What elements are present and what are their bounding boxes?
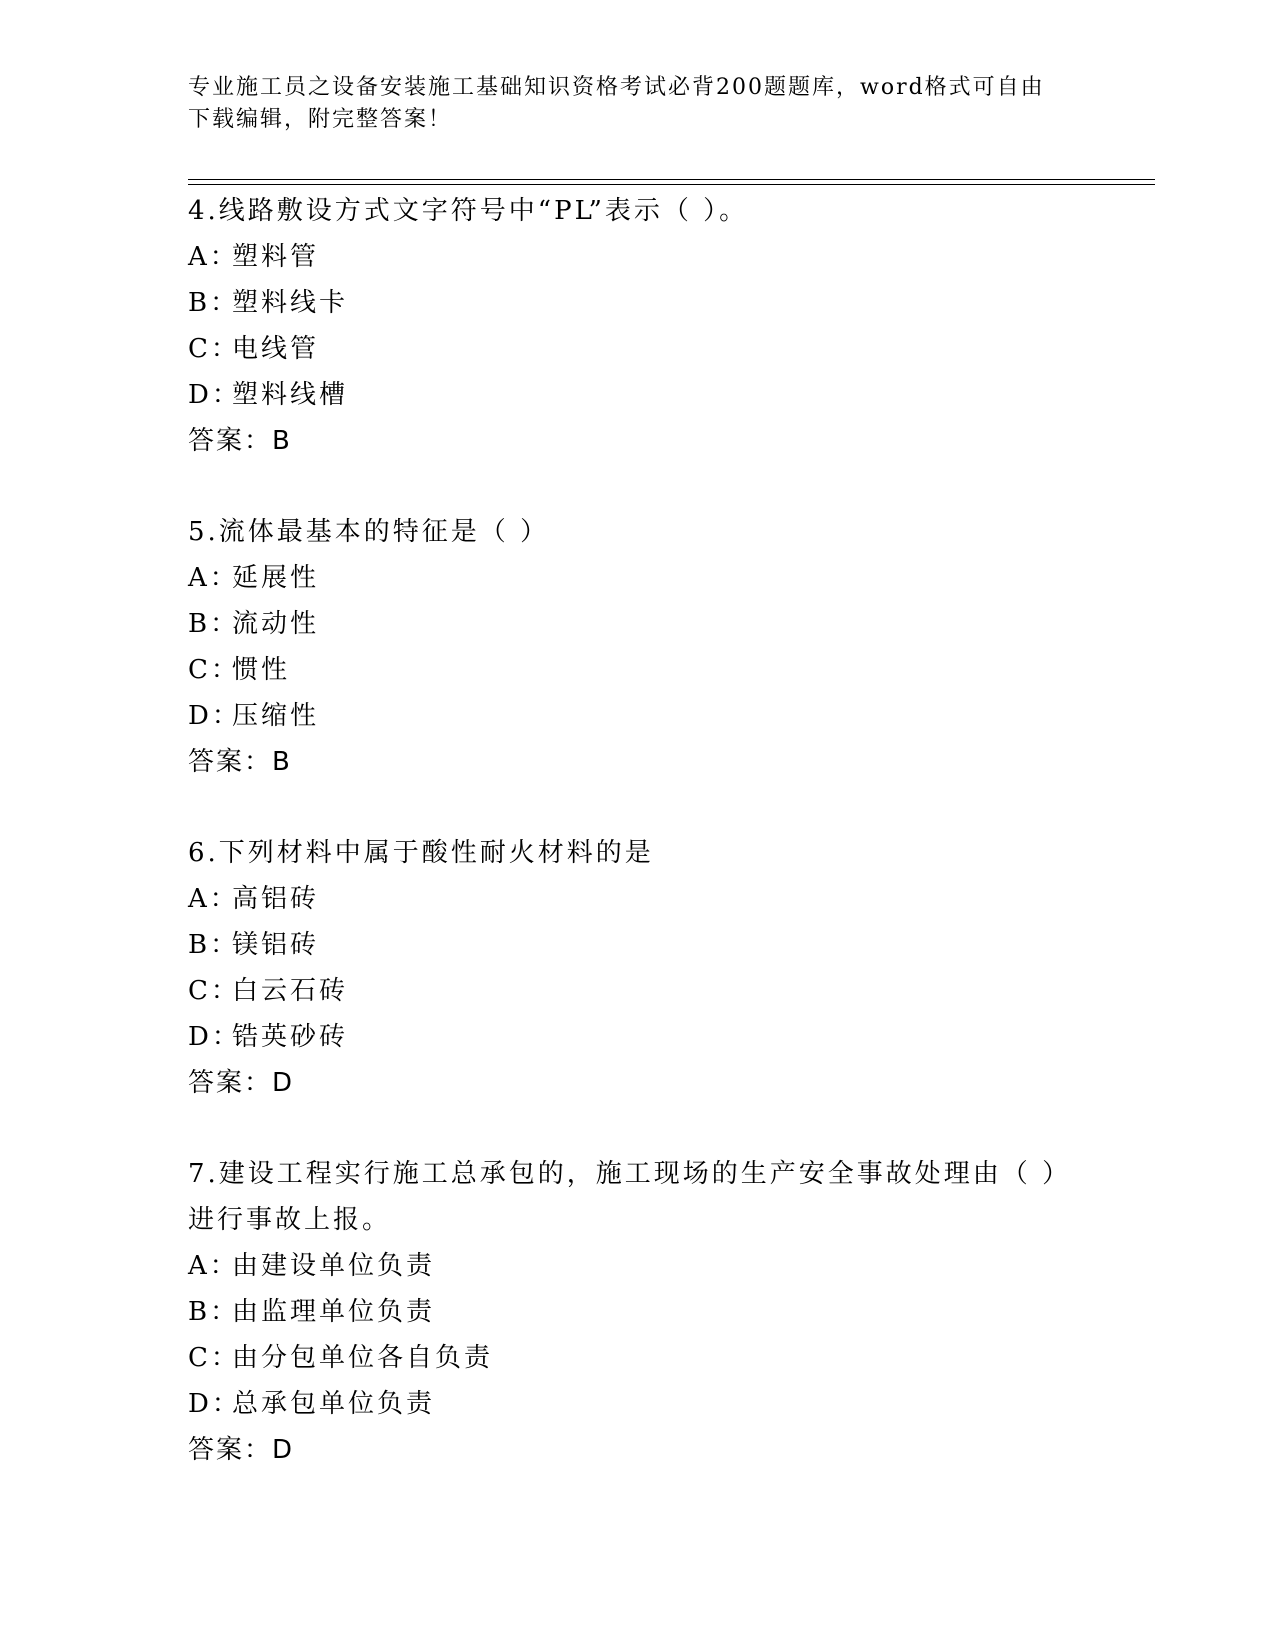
answer-line: 答案：D	[188, 1068, 295, 1098]
option-c	[188, 647, 1088, 693]
option-text: 高铝砖	[232, 884, 320, 914]
option-text: 由建设单位负责	[232, 1251, 436, 1281]
option-text: 电线管	[232, 334, 320, 364]
question-item	[188, 830, 1088, 1106]
option-text: 由监理单位负责	[232, 1297, 436, 1327]
header-divider-top	[188, 179, 1155, 180]
question-stem: 5.流体最基本的特征是（ ）	[188, 517, 550, 547]
option-text: 延展性	[232, 563, 320, 593]
document-header-note	[188, 72, 1088, 136]
option-label: A：	[188, 563, 239, 593]
option-b	[188, 601, 1088, 647]
question-stem: 4.线路敷设方式文字符号中“PL”表示（ ）。	[188, 196, 749, 226]
option-label: B：	[188, 930, 240, 960]
option-label: C：	[188, 334, 240, 364]
option-d	[188, 693, 1088, 739]
option-c	[188, 326, 1088, 372]
option-text: 由分包单位各自负责	[232, 1343, 494, 1373]
option-text: 塑料线槽	[232, 380, 349, 410]
option-text: 塑料线卡	[232, 288, 349, 318]
option-a	[188, 876, 1088, 922]
option-d	[188, 372, 1088, 418]
option-label: A：	[188, 1251, 239, 1281]
question-list	[188, 188, 1088, 1518]
header-divider-bottom	[188, 184, 1155, 185]
header-line-2: 下载编辑，附完整答案！	[188, 107, 453, 132]
answer-line: 答案：B	[188, 426, 292, 456]
option-label: C：	[188, 1343, 240, 1373]
option-label: D：	[188, 1022, 241, 1052]
option-text: 流动性	[232, 609, 320, 639]
option-text: 惯性	[232, 655, 291, 685]
option-label: B：	[188, 1297, 240, 1327]
question-stem: 7.建设工程实行施工总承包的，施工现场的生产安全事故处理由（ ）	[188, 1159, 1072, 1189]
option-b	[188, 1289, 1088, 1335]
option-d	[188, 1381, 1088, 1427]
option-a	[188, 1243, 1088, 1289]
option-text: 压缩性	[232, 701, 320, 731]
option-label: D：	[188, 1389, 241, 1419]
option-d	[188, 1014, 1088, 1060]
option-label: D：	[188, 380, 241, 410]
question-item	[188, 1151, 1088, 1473]
option-text: 总承包单位负责	[232, 1389, 436, 1419]
option-label: A：	[188, 242, 239, 272]
option-a	[188, 555, 1088, 601]
answer-line: 答案：B	[188, 747, 292, 777]
option-text: 锆英砂砖	[232, 1022, 349, 1052]
question-stem: 6.下列材料中属于酸性耐火材料的是	[188, 838, 654, 868]
question-stem-continued: 进行事故上报。	[188, 1205, 392, 1235]
option-label: C：	[188, 976, 240, 1006]
option-c	[188, 1335, 1088, 1381]
option-b	[188, 922, 1088, 968]
option-label: C：	[188, 655, 240, 685]
option-label: A：	[188, 884, 239, 914]
option-text: 镁铝砖	[232, 930, 320, 960]
option-label: B：	[188, 609, 240, 639]
option-label: B：	[188, 288, 240, 318]
option-label: D：	[188, 701, 241, 731]
question-item	[188, 509, 1088, 785]
answer-line: 答案：D	[188, 1435, 295, 1465]
header-line-1: 专业施工员之设备安装施工基础知识资格考试必背200题题库，word格式可自由	[188, 75, 1045, 100]
question-item	[188, 188, 1088, 464]
option-b	[188, 280, 1088, 326]
option-a	[188, 234, 1088, 280]
option-text: 塑料管	[232, 242, 320, 272]
option-c	[188, 968, 1088, 1014]
option-text: 白云石砖	[232, 976, 349, 1006]
